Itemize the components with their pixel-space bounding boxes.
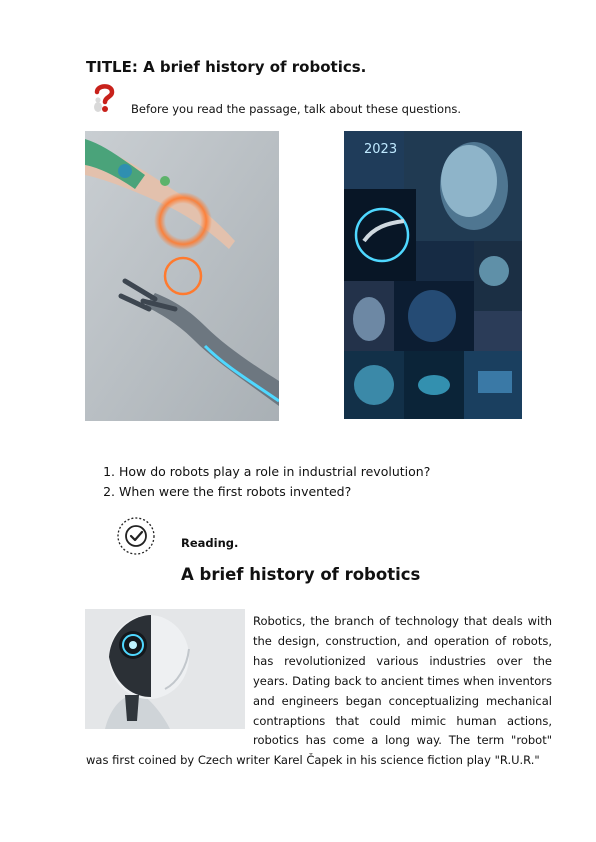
page-title: TITLE: A brief history of robotics. [86,58,367,76]
human-and-robot-hands-image [85,131,279,421]
ai-robot-collage-image [344,131,522,419]
reading-paragraph: Robotics, the branch of technology that deals with the design, construction, and operation of robots, has revolutionized various industries over the years. Dating back to ancient times when inventors and engineers began conceptualizing mechanical contraptions that could mimic human actions, robotics has come a long way. The term "robot" was first coined by Czech writer Karel Čapek in his science fiction play "R.U.R." [86,614,552,768]
question-mark-icon [88,82,120,114]
reading-passage [86,612,552,771]
checkmark-badge-icon [116,516,156,556]
discussion-questions [95,462,430,502]
question-item-1: 1. How do robots play a role in industrial revolution? [119,462,430,482]
reading-label: Reading. [181,536,239,550]
collage-year-text: 2023 [364,142,398,157]
question-item-2: 2. When were the first robots invented? [119,482,430,502]
reading-heading: A brief history of robotics [181,565,421,584]
discussion-prompt: Before you read the passage, talk about these questions. [131,102,462,116]
